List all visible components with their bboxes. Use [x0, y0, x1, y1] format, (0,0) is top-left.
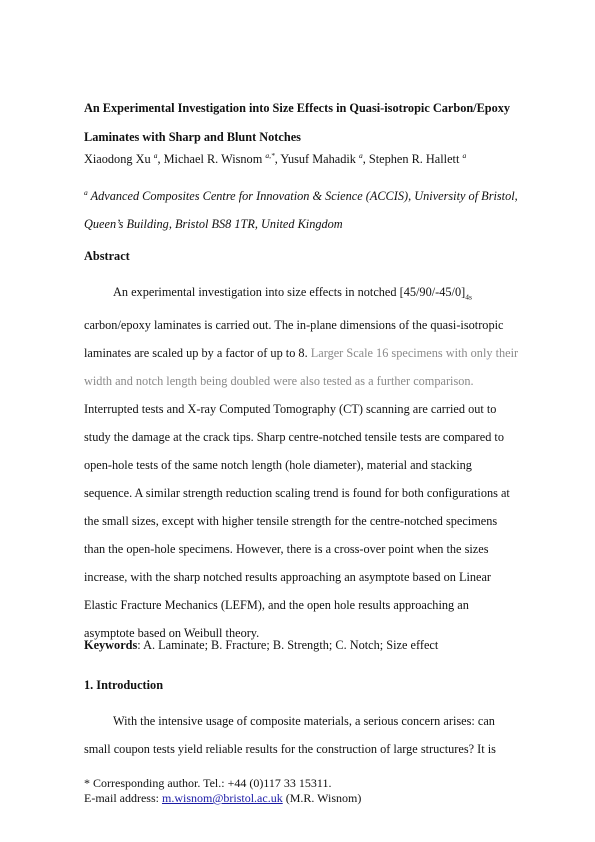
abstract-line: Interrupted tests and X-ray Computed Tomography (CT) scanning are carried out to: [84, 402, 497, 417]
author-affiliation-mark: a: [462, 151, 467, 160]
abstract-body: [84, 278, 519, 647]
highlighted-text: Larger Scale 16 specimens with only their: [310, 346, 519, 361]
footnote-corresponding-author: * Corresponding author. Tel.: +44 (0)117 33 15311.: [84, 776, 332, 790]
abstract-line: Elastic Fracture Mechanics (LEFM), and the open hole results approaching an: [84, 598, 469, 613]
introduction-body: [84, 707, 510, 763]
author-affiliation-mark: a: [358, 151, 363, 160]
abstract-line: than the open-hole specimens. However, there is a cross-over point when the sizes: [84, 542, 489, 557]
keywords-label: Keywords: [84, 638, 138, 652]
author-affiliation-mark: a,*: [265, 151, 275, 160]
email-link[interactable]: m.wisnom@bristol.ac.uk: [161, 791, 283, 805]
introduction-heading: 1. Introduction: [84, 678, 164, 692]
abstract-line: An experimental investigation into size effects in notched $[45/90/-45/0]_{4s}$: [113, 285, 472, 302]
introduction-line: small coupon tests yield reliable results for the construction of large structures? It is: [84, 742, 496, 756]
affiliation: [84, 179, 524, 238]
affiliation-line-1: $^a$ Advanced Composites Centre for Innovation & Science (ACCIS), University of Bristol,: [84, 188, 518, 204]
stacking-subscript: 4s: [465, 292, 472, 302]
author-name: Stephen R. Hallett: [368, 152, 460, 167]
paper-title: [84, 94, 524, 152]
abstract-line: carbon/epoxy laminates is carried out. The in-plane dimensions of the quasi-isotropic: [84, 318, 504, 333]
abstract-line: sequence. A similar strength reduction scaling trend is found for both configurations at: [84, 486, 510, 501]
title-line-2: Laminates with Sharp and Blunt Notches: [84, 130, 301, 144]
title-line-1: An Experimental Investigation into Size Effects in Quasi-isotropic Carbon/Epoxy: [84, 101, 511, 115]
abstract-heading: Abstract: [84, 249, 130, 263]
author-name: Yusuf Mahadik: [280, 152, 356, 167]
abstract-line: study the damage at the crack tips. Sharp centre-notched tensile tests are compared to: [84, 430, 504, 445]
abstract-line: increase, with the sharp notched results approaching an asymptote based on Linear: [84, 570, 492, 585]
affiliation-mark: a: [84, 188, 88, 197]
keywords: [84, 638, 438, 653]
abstract-line: open-hole tests of the same notch length (hole diameter), material and stacking: [84, 458, 472, 473]
affiliation-line-2: Queen’s Building, Bristol BS8 1TR, United Kingdom: [84, 217, 343, 232]
introduction-line: With the intensive usage of composite materials, a serious concern arises: can: [113, 714, 495, 728]
footnote: [84, 776, 361, 806]
author-affiliation-mark: a: [153, 151, 158, 160]
author-name: Xiaodong Xu: [84, 152, 151, 167]
abstract-line: the small sizes, except with higher tensile strength for the centre-notched specimens: [84, 514, 498, 529]
abstract-line: width and notch length being doubled were also tested as a further comparison.: [84, 374, 474, 389]
abstract-line: laminates are scaled up by a factor of up to 8. Larger Scale 16 specimens with only their: [84, 346, 519, 361]
footnote-email-line: E-mail address: m.wisnom@bristol.ac.uk (M.R. Wisnom): [84, 791, 362, 805]
author-list: Xiaodong Xu $^a$, Michael R. Wisnom $^{a,*}$, Yusuf Mahadik $^a$, Stephen R. Hallett $^a$: [84, 151, 467, 167]
abstract-line: asymptote based on Weibull theory.: [84, 626, 260, 641]
keywords-text: : A. Laminate; B. Fracture; B. Strength; C. Notch; Size effect: [137, 638, 439, 652]
author-name: Michael R. Wisnom: [163, 152, 263, 167]
